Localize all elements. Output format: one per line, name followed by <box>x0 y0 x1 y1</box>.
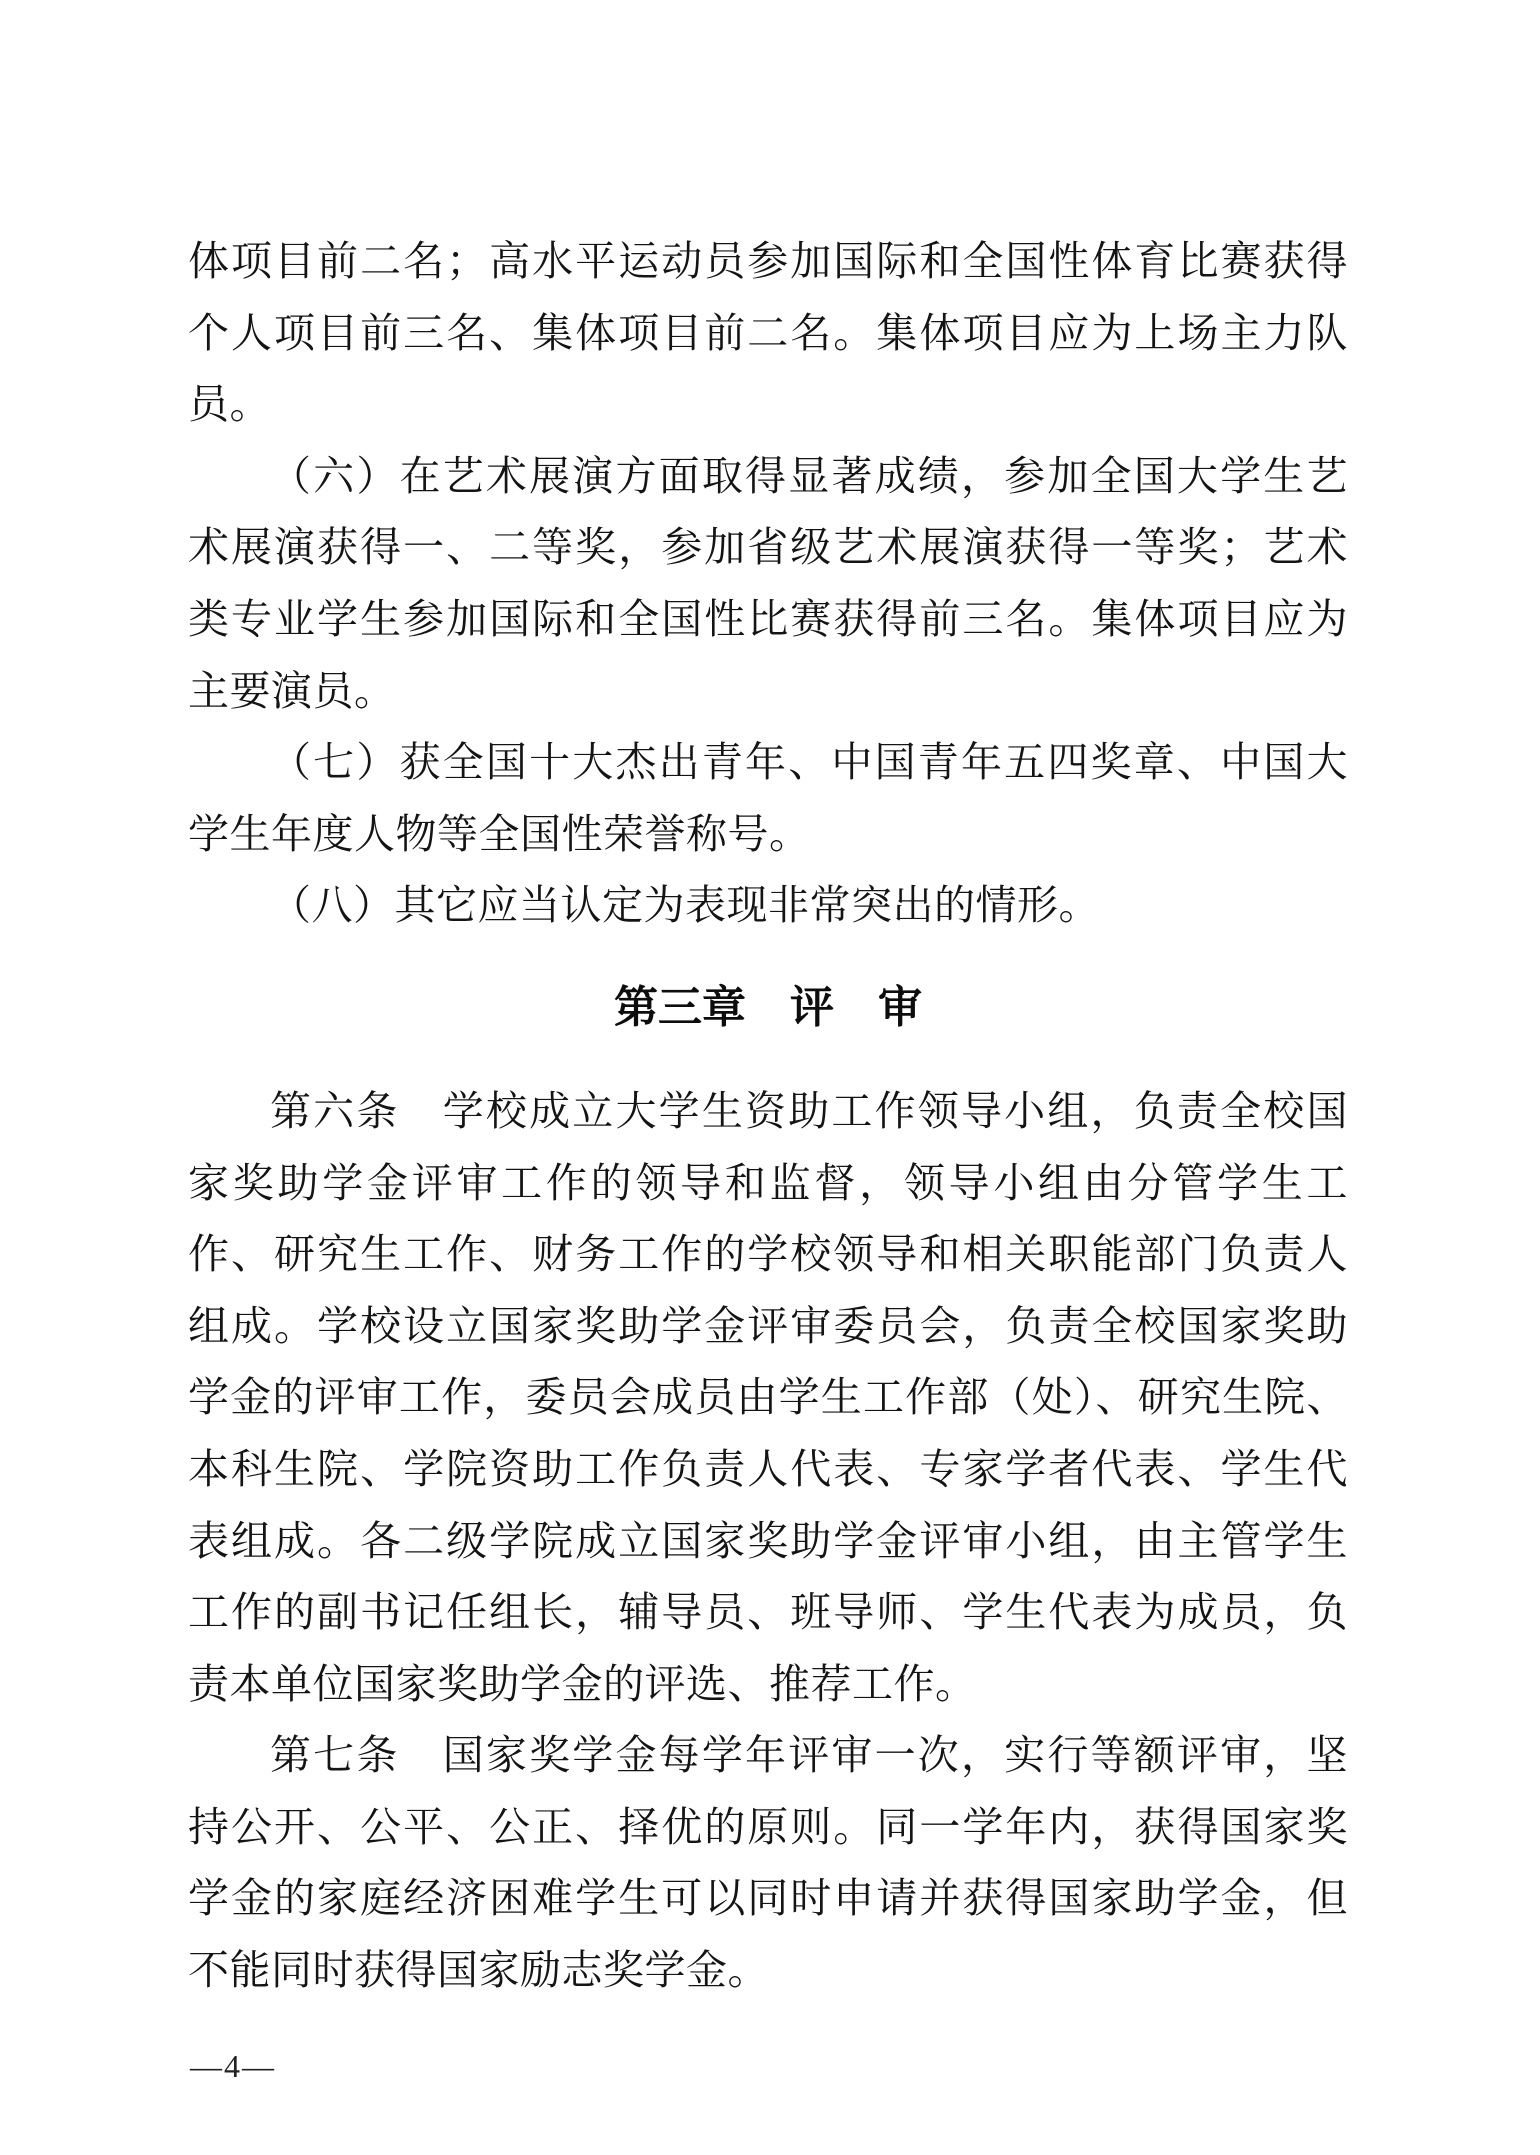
page-number: —4— <box>190 2048 276 2084</box>
text-line: 术展演获得一、二等奖，参加省级艺术展演获得一等奖；艺术 <box>188 524 1348 571</box>
text-line: 学生年度人物等全国性荣誉称号。 <box>188 810 811 857</box>
text-line: 责本单位国家奖助学金的评选、推荐工作。 <box>188 1660 977 1707</box>
document-body <box>188 226 1348 2007</box>
text-line: （八）其它应当认定为表现非常突出的情形。 <box>270 882 1100 929</box>
text-line: 主要演员。 <box>188 667 396 714</box>
chapter-heading: 第三章 评 审 <box>614 982 922 1032</box>
text-line: 第六条 学校成立大学生资助工作领导小组，负责全校国 <box>270 1087 1348 1134</box>
text-line: 学金的评审工作，委员会成员由学生工作部（处）、研究生院、 <box>188 1374 1348 1421</box>
text-line: （七）获全国十大杰出青年、中国青年五四奖章、中国大 <box>270 739 1348 786</box>
text-line: 不能同时获得国家励志奖学金。 <box>188 1947 769 1994</box>
text-line: 组成。学校设立国家奖助学金评审委员会，负责全校国家奖助 <box>188 1302 1348 1349</box>
text-line: 体项目前二名；高水平运动员参加国际和全国性体育比赛获得 <box>188 238 1348 284</box>
text-line: 第七条 国家奖学金每学年评审一次，实行等额评审，坚 <box>270 1732 1348 1779</box>
text-line: 表组成。各二级学院成立国家奖助学金评审小组，由主管学生 <box>188 1517 1348 1564</box>
text-line: 个人项目前三名、集体项目前二名。集体项目应为上场主力队 <box>188 309 1348 356</box>
text-line: 类专业学生参加国际和全国性比赛获得前三名。集体项目应为 <box>188 595 1348 642</box>
text-line: 学金的家庭经济困难学生可以同时申请并获得国家助学金，但 <box>188 1875 1348 1922</box>
text-line: 本科生院、学院资助工作负责人代表、专家学者代表、学生代 <box>188 1445 1348 1492</box>
text-line: 家奖助学金评审工作的领导和监督，领导小组由分管学生工 <box>188 1159 1348 1206</box>
text-line: 作、研究生工作、财务工作的学校领导和相关职能部门负责人 <box>188 1231 1348 1278</box>
text-line: 员。 <box>188 381 271 428</box>
text-line: 工作的副书记任组长，辅导员、班导师、学生代表为成员，负 <box>188 1589 1348 1636</box>
text-line: 持公开、公平、公正、择优的原则。同一学年内，获得国家奖 <box>188 1803 1348 1850</box>
text-line: （六）在艺术展演方面取得显著成绩，参加全国大学生艺 <box>270 452 1348 499</box>
